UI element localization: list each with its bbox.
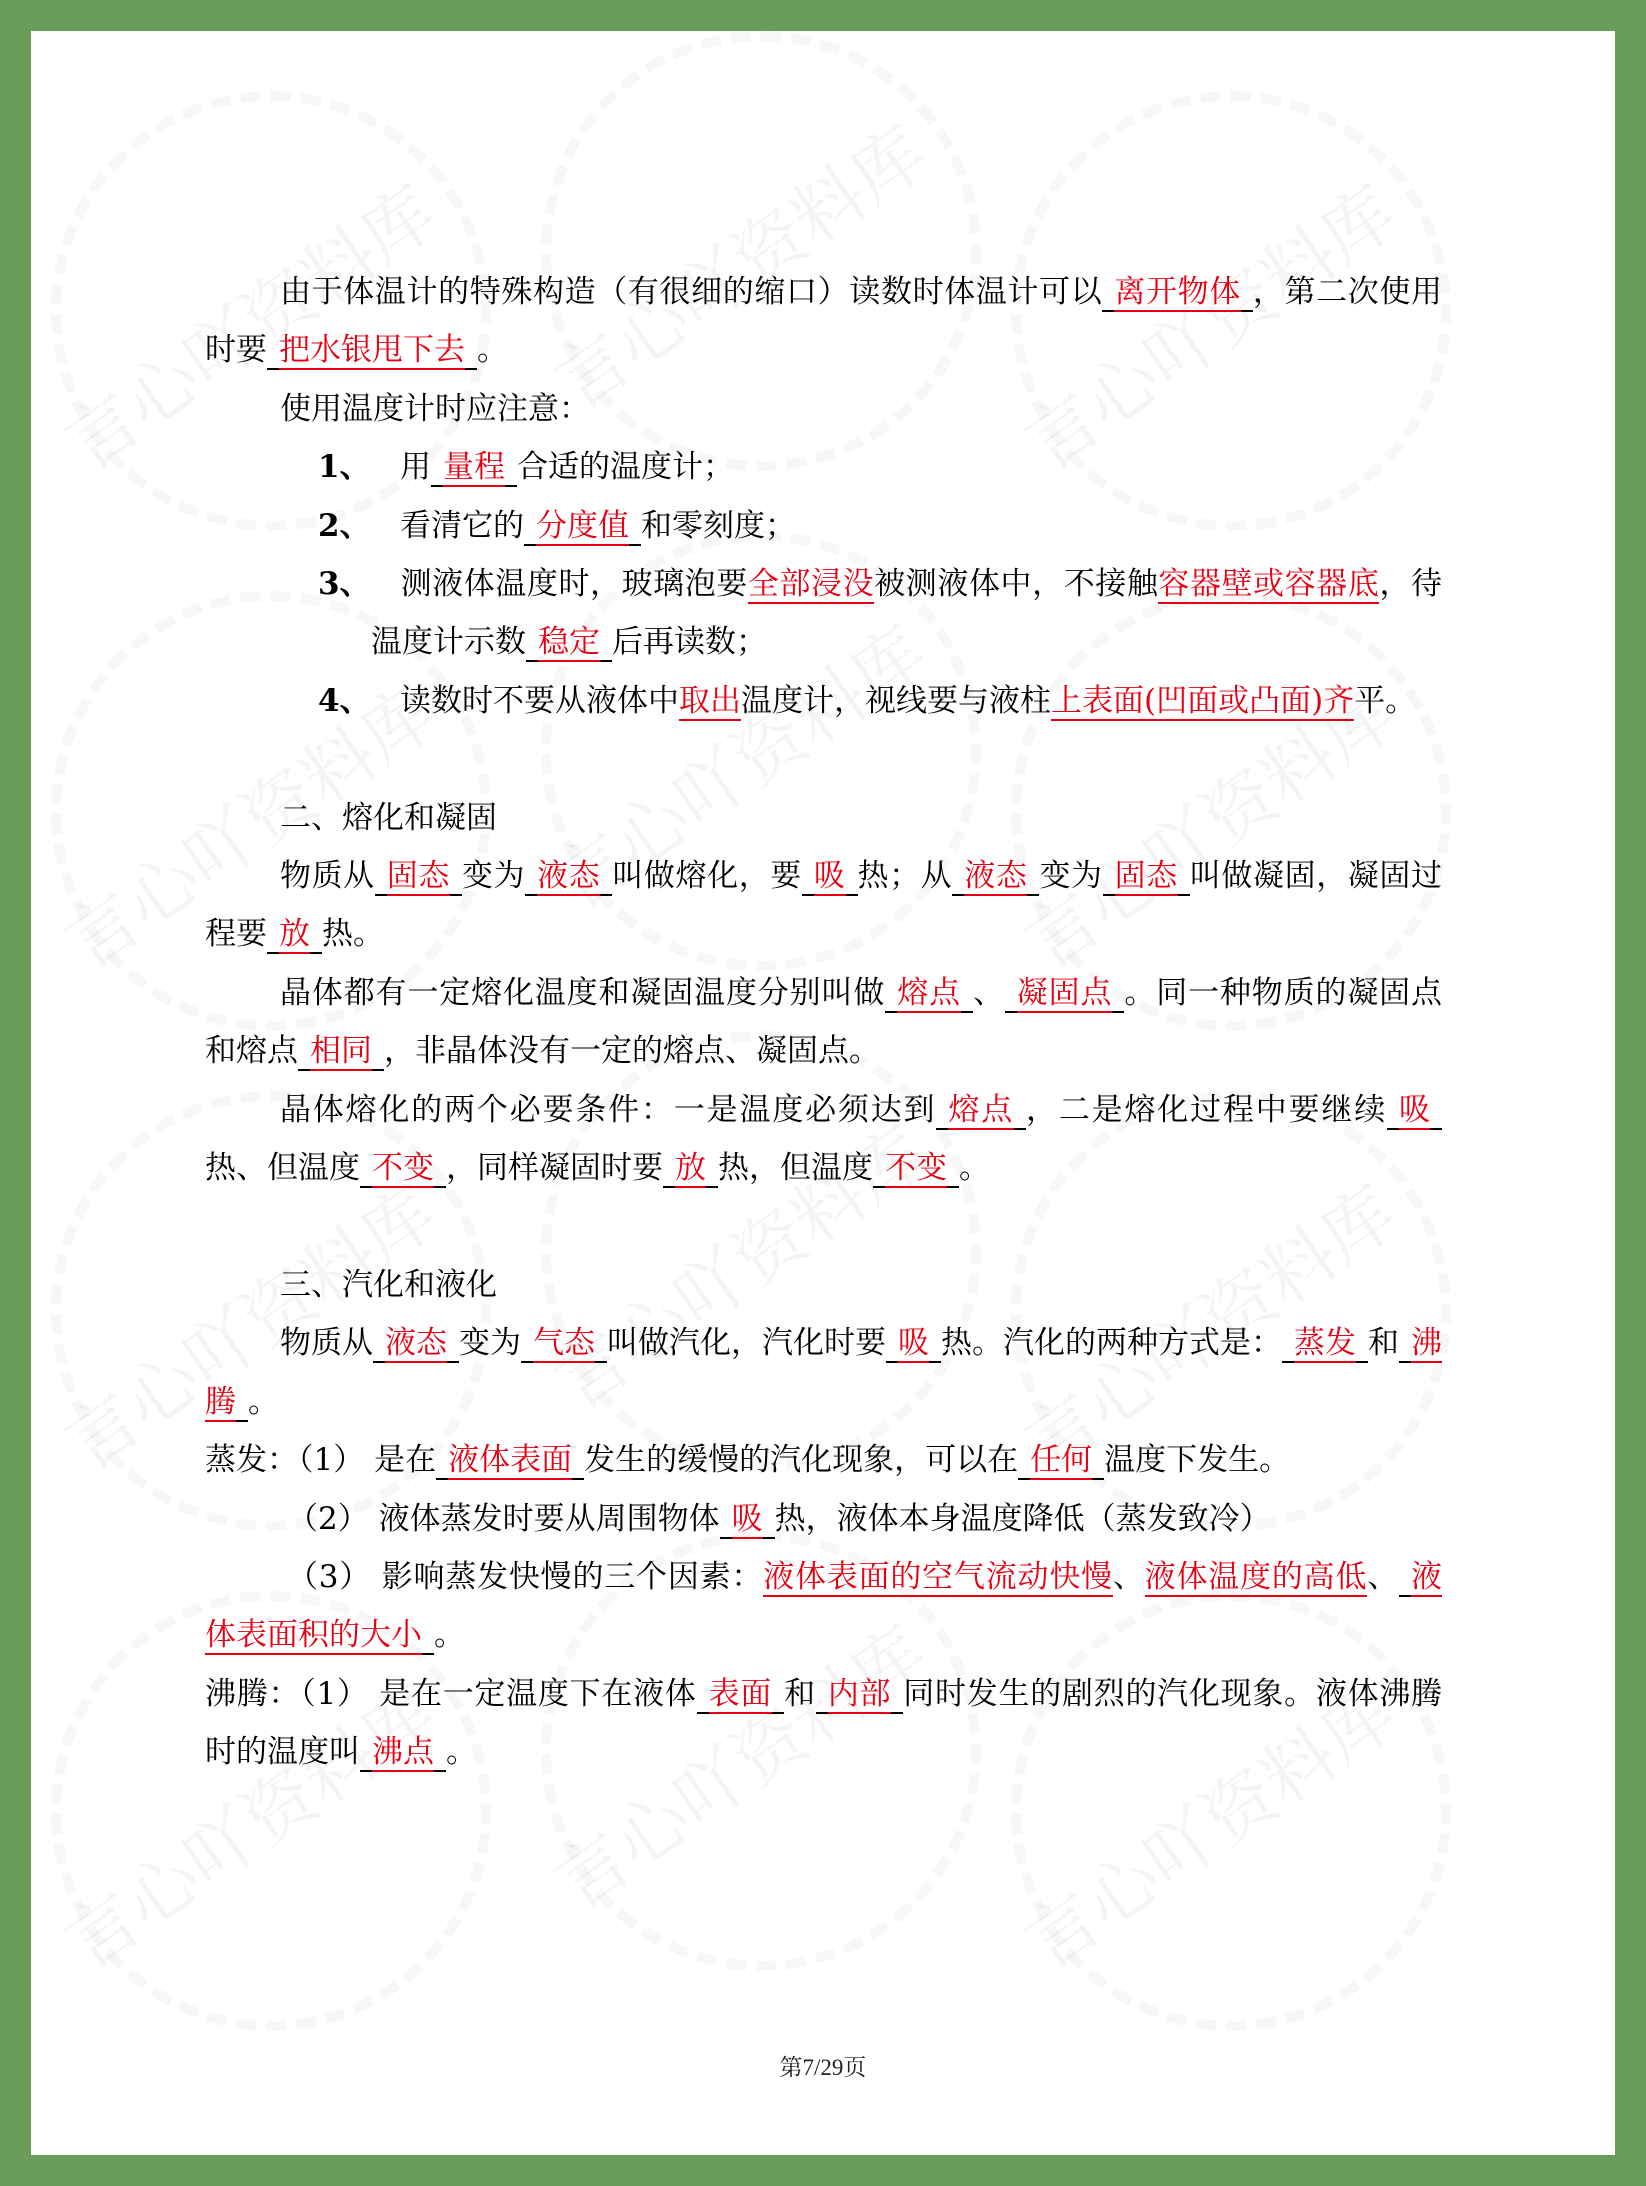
document-body <box>205 263 1442 1782</box>
body-text: 、 <box>1367 1558 1400 1595</box>
body-text: 和 <box>1368 1325 1399 1362</box>
body-text: 叫做凝固，凝固过程要 <box>205 858 1442 953</box>
fill-blank <box>375 858 462 896</box>
answer-text: 液体表面 <box>448 1442 573 1479</box>
answer-text: 分度值 <box>536 507 629 544</box>
numbered-item <box>205 438 1442 496</box>
answer-text: 离开物体 <box>1114 274 1241 310</box>
body-text: 和 <box>784 1675 816 1712</box>
body-text: ，二是熔化过程中要继续 <box>1026 1091 1388 1128</box>
body-text: 热，但温度 <box>718 1150 873 1187</box>
answer-text: 表面 <box>708 1675 773 1712</box>
body-text: 、 <box>972 974 1005 1011</box>
body-text: 看清它的 <box>400 507 524 544</box>
numbered-item <box>205 555 1442 672</box>
fill-blank <box>886 1325 941 1363</box>
answer-text: 蒸发 <box>1294 1325 1356 1362</box>
body-text: 热、但温度 <box>205 1150 360 1187</box>
body-text: 使用温度计时应注意： <box>280 390 590 427</box>
fill-blank <box>1282 1325 1368 1363</box>
numbered-item <box>205 497 1442 555</box>
answer-text: 固态 <box>1114 858 1178 895</box>
fill-blank <box>1005 975 1125 1013</box>
answer-text: 相同 <box>310 1033 372 1070</box>
body-text: 合适的温度计； <box>517 449 734 486</box>
page-number: 第7/29页 <box>779 2055 867 2080</box>
body-text: 和零刻度； <box>641 507 796 544</box>
answer-text: 沸点 <box>372 1734 434 1771</box>
fill-blank <box>267 916 322 954</box>
fill-blank <box>816 1676 903 1714</box>
answer-text: 液体温度的高低 <box>1144 1558 1368 1595</box>
answer-text: 吸 <box>1399 1091 1431 1128</box>
body-text: 晶体熔化的两个必要条件：一是温度必须达到 <box>280 1091 937 1128</box>
fill-blank <box>802 858 858 896</box>
fill-blank <box>525 858 612 896</box>
body-text: 热，液体本身温度降低（蒸发致冷） <box>774 1500 1271 1537</box>
fill-blank <box>524 508 641 546</box>
answer-text: 液态 <box>964 858 1028 895</box>
answer-text: 不变 <box>885 1150 947 1187</box>
answer-text: 凝固点 <box>1016 974 1113 1011</box>
answer-text: 全部浸没 <box>747 566 875 603</box>
paragraph <box>205 1548 1442 1665</box>
body-text: 读数时不要从液体中 <box>400 682 679 719</box>
fill-blank <box>360 1734 446 1772</box>
paragraph <box>205 380 1442 438</box>
body-text: （2） 液体蒸发时要从周围物体 <box>287 1500 720 1537</box>
answer-text: 熔点 <box>948 1091 1015 1128</box>
document-page <box>31 31 1615 2155</box>
fill-blank <box>885 975 973 1013</box>
body-text: 平。 <box>1354 682 1417 719</box>
answer-text: 把水银甩下去 <box>279 332 465 369</box>
body-text: 变为 <box>461 858 526 895</box>
fill-blank <box>373 1325 459 1363</box>
body-text: ，非晶体没有一定的熔点、凝固点。 <box>384 1033 880 1070</box>
body-text: 。 <box>446 1734 477 1771</box>
answer-text: 容器壁或容器底 <box>1158 566 1380 603</box>
body-text: ，待温度计示数 <box>371 566 1443 661</box>
paragraph <box>205 964 1442 1081</box>
body-text: 叫做汽化，汽化时要 <box>607 1325 886 1362</box>
item-number: 2、 <box>318 507 371 544</box>
answer-text: 液体表面积的大小 <box>205 1558 1443 1654</box>
body-text: 热。汽化的两种方式是： <box>941 1325 1282 1362</box>
body-text: ，同样凝固时要 <box>446 1150 663 1187</box>
answer-text: 固态 <box>386 858 450 895</box>
paragraph <box>205 847 1442 964</box>
paragraph <box>205 789 1442 847</box>
body-text: 、 <box>1112 1558 1145 1595</box>
answer-text: 取出 <box>679 682 741 719</box>
body-text: 测液体温度时，玻璃泡要 <box>400 566 748 603</box>
body-text: 同时发生的剧烈的汽化现象。液体沸腾时的温度叫 <box>205 1675 1443 1771</box>
fill-blank <box>952 858 1039 896</box>
fill-blank <box>436 1442 584 1480</box>
body-text: 变为 <box>1039 858 1103 895</box>
paragraph <box>205 1431 1442 1489</box>
body-text: 三、汽化和液化 <box>280 1266 497 1303</box>
body-text: 。同一种物质的凝固点和熔点 <box>205 974 1443 1070</box>
body-text: 。 <box>248 1383 279 1420</box>
body-text: 温度计，视线要与液柱 <box>741 682 1051 719</box>
answer-text: 气态 <box>533 1325 595 1362</box>
item-number: 1、 <box>318 449 371 486</box>
numbered-item <box>205 672 1442 730</box>
body-text: 。 <box>477 332 508 369</box>
answer-text: 吸 <box>813 858 846 895</box>
fill-blank <box>1387 1092 1442 1130</box>
item-number: 4、 <box>318 682 371 719</box>
paragraph <box>205 1314 1442 1431</box>
body-text: 热；从 <box>857 858 953 895</box>
body-text: 热。 <box>322 916 384 953</box>
answer-text: 熔点 <box>897 974 961 1011</box>
answer-text: 液态 <box>385 1325 447 1362</box>
body-text: 晶体都有一定熔化温度和凝固温度分别叫做 <box>280 974 886 1011</box>
body-text: 发生的缓慢的汽化现象，可以在 <box>584 1442 1019 1479</box>
fill-blank <box>720 1501 775 1539</box>
fill-blank <box>1103 858 1190 896</box>
body-text: 。 <box>434 1617 465 1654</box>
paragraph <box>205 1665 1442 1782</box>
body-text: 温度下发生。 <box>1104 1442 1291 1479</box>
body-text: 二、熔化和凝固 <box>280 799 497 836</box>
body-text: 由于体温计的特殊构造（有很细的缩口）读数时体温计可以 <box>280 274 1103 310</box>
fill-blank <box>873 1150 959 1188</box>
answer-text: 上表面(凹面或凸面)齐 <box>1051 682 1355 719</box>
paragraph <box>205 263 1442 380</box>
answer-text: 吸 <box>898 1325 929 1362</box>
fill-blank <box>360 1150 446 1188</box>
fill-blank <box>298 1033 384 1071</box>
answer-text: 内部 <box>827 1675 892 1712</box>
body-text: 物质从 <box>280 1325 373 1362</box>
body-text: 。 <box>959 1150 990 1187</box>
answer-text: 液体表面的空气流动快慢 <box>763 1558 1113 1595</box>
fill-blank <box>521 1325 607 1363</box>
fill-blank <box>697 1676 784 1714</box>
body-text: 物质从 <box>280 858 375 895</box>
answer-text: 沸腾 <box>205 1325 1442 1420</box>
fill-blank <box>1102 274 1253 312</box>
body-text: 蒸发：（1） 是在 <box>205 1442 437 1479</box>
paragraph <box>205 1081 1442 1198</box>
fill-blank <box>663 1150 718 1188</box>
body-text: 沸腾：（1） 是在一定温度下在液体 <box>205 1675 697 1712</box>
paragraph <box>205 1490 1442 1548</box>
answer-text: 任何 <box>1030 1442 1093 1479</box>
answer-text: 稳定 <box>538 624 600 661</box>
fill-blank <box>526 624 612 662</box>
fill-blank <box>936 1092 1026 1130</box>
body-text: （3） 影响蒸发快慢的三个因素： <box>287 1558 764 1595</box>
answer-text: 液态 <box>537 858 601 895</box>
body-text: 后再读数； <box>612 624 767 661</box>
answer-text: 量程 <box>443 449 505 486</box>
body-text: 用 <box>400 449 431 486</box>
fill-blank <box>267 332 477 370</box>
item-number: 3、 <box>318 566 371 603</box>
answer-text: 放 <box>279 916 310 953</box>
body-text: 变为 <box>459 1325 521 1362</box>
paragraph <box>205 1256 1442 1314</box>
fill-blank <box>1018 1442 1104 1480</box>
body-text: 被测液体中，不接触 <box>874 566 1159 603</box>
body-text: ，第二次使用时要 <box>205 274 1443 369</box>
body-text: 叫做熔化，要 <box>612 858 802 895</box>
fill-blank <box>431 449 517 487</box>
answer-text: 吸 <box>731 1500 763 1537</box>
answer-text: 不变 <box>372 1150 434 1187</box>
answer-text: 放 <box>675 1150 706 1187</box>
